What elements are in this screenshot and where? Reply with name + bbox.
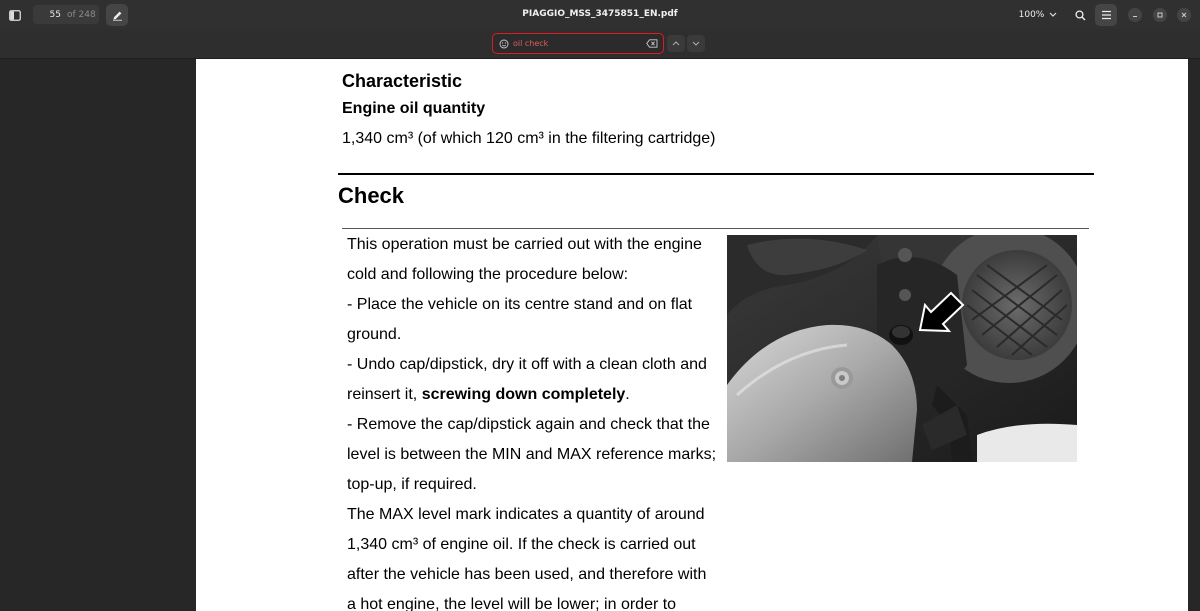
table-top-rule: [342, 228, 1089, 229]
step-text-end: .: [625, 386, 630, 403]
section-divider: [338, 173, 1094, 175]
next-result-button[interactable]: [687, 35, 705, 52]
close-button[interactable]: [1177, 8, 1191, 22]
document-title: PIAGGIO_MSS_3475851_EN.pdf: [522, 9, 678, 19]
chevron-down-icon: [1049, 12, 1057, 17]
header-bar: [0, 0, 1200, 29]
chevron-up-icon: [672, 41, 680, 46]
pdf-page: [196, 59, 1188, 611]
minimize-icon: [1132, 12, 1138, 18]
pencil-icon: [112, 10, 123, 21]
instruction-step: - Place the vehicle on its centre stand and on flat ground.: [347, 296, 693, 343]
sidebar-toggle-button[interactable]: [4, 4, 26, 26]
engine-oil-quantity-heading: Engine oil quantity: [342, 100, 486, 117]
check-instructions: [347, 230, 719, 611]
find-icon: [498, 38, 509, 49]
engine-oil-quantity-value: 1,340 cm³ (of which 120 cm³ in the filtering cartridge): [342, 130, 716, 147]
instruction-paragraph: The MAX level mark indicates a quantity of around 1,340 cm³ of engine oil. If the check is carried out after the vehicle has been used, and therefore with a hot engine, the level will be lower; in order to: [347, 506, 707, 611]
clear-search-button[interactable]: [646, 38, 658, 49]
engine-dipstick-photo: [727, 235, 1077, 462]
search-toggle-button[interactable]: [1069, 4, 1091, 26]
search-entry[interactable]: [492, 33, 664, 54]
instruction-step: - Remove the cap/dipstick again and check that the level is between the MIN and MAX reference marks; top-up, if required.: [347, 416, 717, 493]
characteristic-heading: Characteristic: [342, 71, 463, 91]
maximize-button[interactable]: [1153, 8, 1167, 22]
search-bar: [0, 29, 1200, 59]
maximize-icon: [1157, 12, 1163, 18]
chevron-down-icon: [692, 41, 700, 46]
check-heading: Check: [338, 183, 405, 208]
page-number-field[interactable]: [33, 5, 99, 24]
zoom-level: 100%: [1018, 9, 1045, 20]
page-total: of 248: [67, 9, 96, 20]
close-icon: [1181, 12, 1187, 18]
instruction-paragraph: This operation must be carried out with the engine cold and following the procedure below:: [347, 236, 702, 283]
document-view[interactable]: [0, 59, 1200, 611]
previous-result-button[interactable]: [667, 35, 685, 52]
zoom-dropdown[interactable]: [1013, 4, 1063, 25]
search-input[interactable]: [513, 39, 633, 48]
clear-text-icon: [646, 39, 658, 48]
sidebar-toggle-icon: [9, 10, 21, 21]
step-emphasis: screwing down completely: [421, 386, 626, 403]
hamburger-menu-icon: [1101, 10, 1112, 20]
annotate-button[interactable]: [106, 4, 128, 26]
current-page-number[interactable]: 55: [49, 9, 61, 20]
step-text: - Undo cap/dipstick, dry it off with a clean cloth and reinsert it,: [347, 356, 707, 403]
search-icon: [1075, 10, 1086, 21]
main-menu-button[interactable]: [1095, 4, 1117, 26]
minimize-button[interactable]: [1128, 8, 1142, 22]
instruction-step: [347, 350, 719, 410]
